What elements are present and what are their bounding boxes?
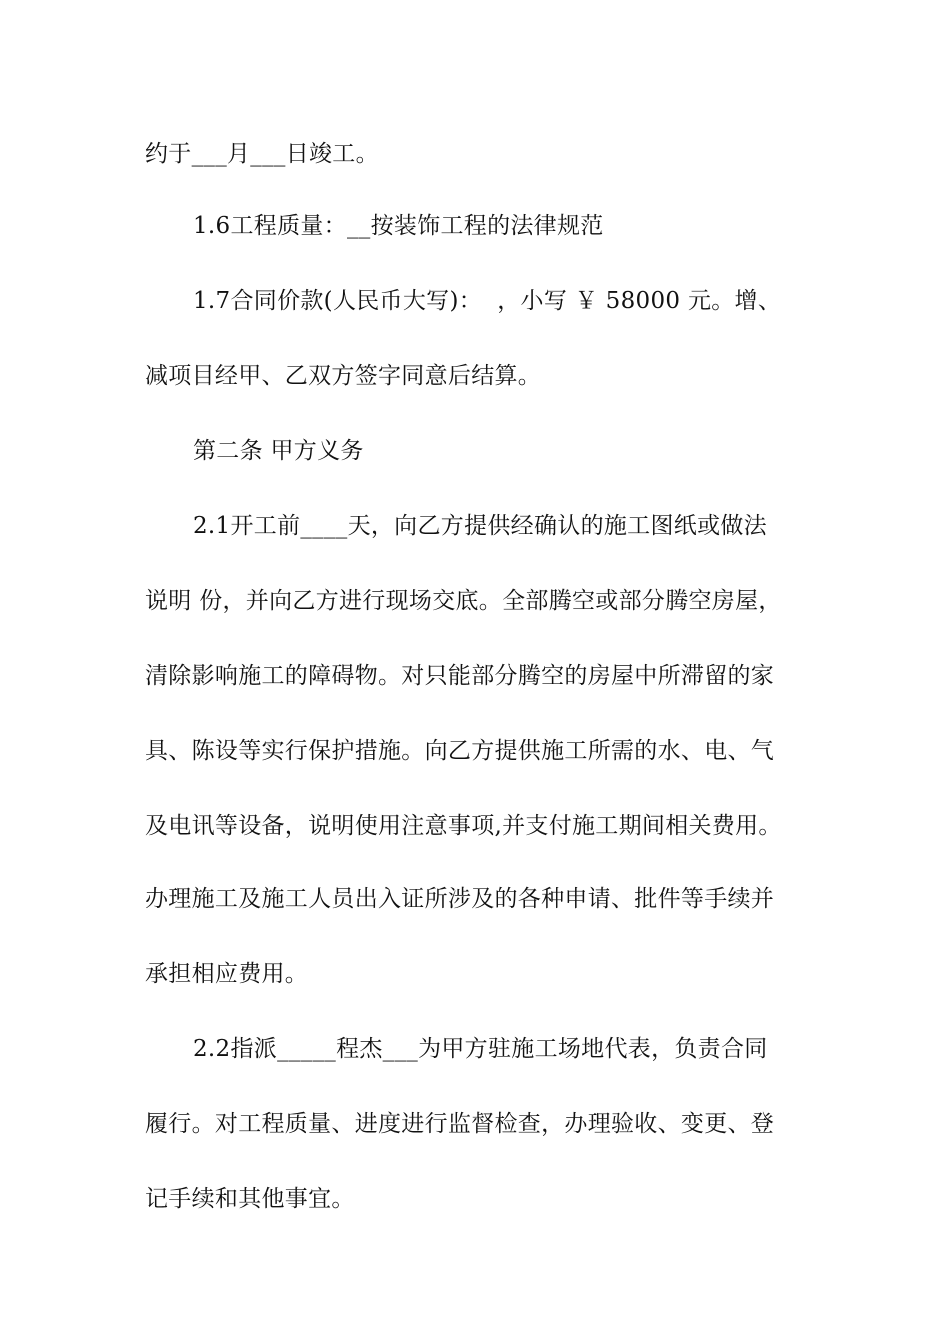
section-2-2: 2.2指派_____程杰___为甲方驻施工场地代表，负责合同	[193, 1036, 768, 1062]
text-line: 约于___月___日竣工。	[145, 141, 379, 167]
text-line: 履行。对工程质量、进度进行监督检查，办理验收、变更、登	[145, 1111, 775, 1137]
article-2-heading: 第二条 甲方义务	[193, 438, 364, 464]
text-line: 说明 份，并向乙方进行现场交底。全部腾空或部分腾空房屋，	[145, 588, 782, 614]
section-2-1: 2.1开工前____天，向乙方提供经确认的施工图纸或做法	[193, 513, 767, 539]
text-line: 记手续和其他事宜。	[145, 1186, 355, 1212]
text-line: 具、陈设等实行保护措施。向乙方提供施工所需的水、电、气	[145, 738, 775, 764]
text-line: 承担相应费用。	[145, 961, 309, 987]
text-line: 及电讯等设备，说明使用注意事项,并支付施工期间相关费用。	[145, 813, 782, 839]
text-line: 清除影响施工的障碍物。对只能部分腾空的房屋中所滞留的家	[145, 663, 775, 689]
text-line: 办理施工及施工人员出入证所涉及的各种申请、批件等手续并	[145, 886, 775, 912]
section-1-7-price: 1.7合同价款(人民币大写)： ，小写 ￥ 58000 元。增、	[193, 288, 782, 314]
section-1-6-quality: 1.6工程质量：__按装饰工程的法律规范	[193, 213, 604, 239]
text-line: 减项目经甲、乙双方签字同意后结算。	[145, 363, 542, 389]
